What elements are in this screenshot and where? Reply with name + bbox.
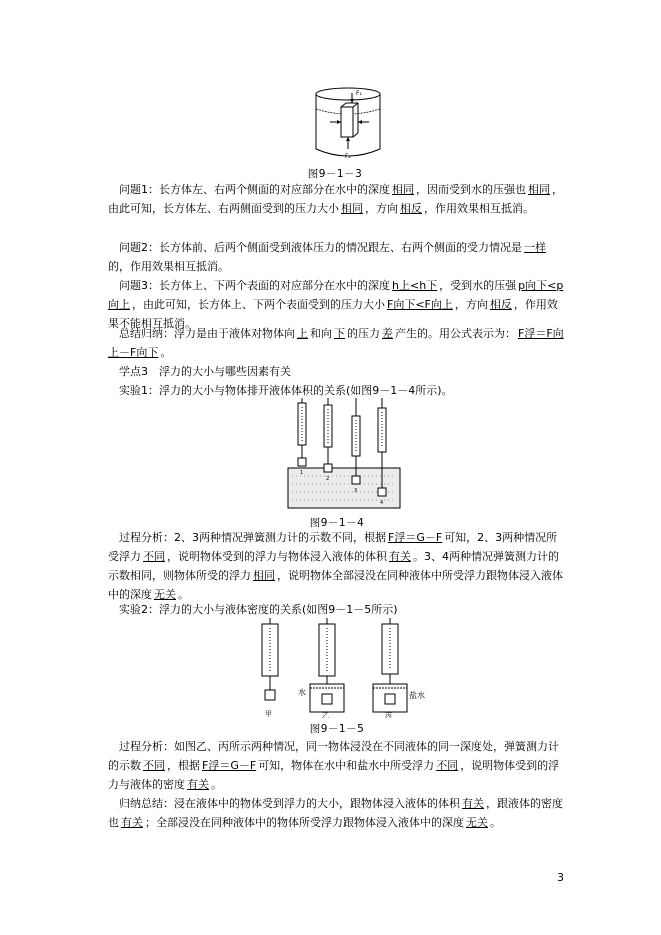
figure-9-1-3 bbox=[308, 85, 388, 163]
force-bottom-label: F₂ bbox=[345, 153, 351, 160]
paragraph-conclusion: 归纳总结：浸在液体中的物体受到浮力的大小，跟物体浸入液体的体积 有关 ，跟液体的密度也 有关 ；全部浸没在同种液体中的物体所受浮力跟物体浸入液体中的深度 无关 。 bbox=[108, 797, 563, 829]
scale-number-3: 3 bbox=[354, 488, 358, 494]
paragraph-question-1: 问题1：长方体左、右两个侧面的对应部分在水中的深度 相同 ，因而受到水的压强也 相同 ，由此可知，长方体左、右两侧面受到的压力大小 相同 ，方向 相反 ，作用效果相互抵消。 bbox=[108, 183, 563, 215]
experiment-2-title: 实验2：浮力的大小与液体密度的关系(如图9－1－5所示) bbox=[119, 603, 398, 616]
scale-number-4: 4 bbox=[380, 500, 384, 506]
scale-number-1: 1 bbox=[300, 470, 304, 476]
figure-caption: 图9－1－3 bbox=[307, 168, 363, 180]
density-experiment-diagram bbox=[254, 618, 434, 718]
experiment-1-title: 实验1：浮力的大小与物体排开液体体积的关系(如图9－1－4所示)。 bbox=[119, 384, 453, 397]
figure-9-1-5 bbox=[254, 618, 434, 718]
paragraph-process-analysis-2: 过程分析：如图乙、丙所示两种情况，同一物体浸没在不同液体的同一深度处，弹簧测力计的示数 不同 ，根据 F浮＝G－F 可知，物体在水中和盐水中所受浮力 不同 ，说明物体受到的浮力与液体的密度 有关 。 bbox=[108, 740, 560, 791]
paragraph-process-analysis-1: 过程分析：2、3两种情况弹簧测力计的示数不同，根据 F浮＝G－F 可知，2、3两种情况所受浮力 不同 ，说明物体受到的浮力与物体浸入液体的体积 有关 。3、4两种情况弹簧测力计的示数相同，则物体所受的浮力 相同 ，说明物体全部浸没在同种液体中所受浮力跟物体浸入液体中的深度 无关 。 bbox=[108, 531, 563, 601]
label-bing: 丙 bbox=[385, 712, 392, 718]
cylinder-diagram bbox=[308, 85, 388, 163]
scale-number-2: 2 bbox=[326, 476, 330, 482]
figure-caption: 图9－1－4 bbox=[309, 517, 365, 529]
label-yi: 乙 bbox=[322, 712, 329, 718]
paragraph-question-2: 问题2：长方体前、后两个侧面受到液体压力的情况跟左、右两个侧面的受力情况是 一样的，作用效果相互抵消。 bbox=[108, 241, 546, 273]
label-salt-water: 盐水 bbox=[409, 691, 425, 700]
section-heading-point-3: 学点3 浮力的大小与哪些因素有关 bbox=[119, 365, 291, 378]
page-number: 3 bbox=[557, 871, 564, 884]
figure-caption: 图9－1－5 bbox=[309, 723, 365, 735]
force-top-label: F₁ bbox=[356, 90, 362, 97]
paragraph-summary: 总结归纳：浮力是由于液体对物体向 上 和向 下 的压力 差 产生的。用公式表示为： F浮＝F向上－F向下 。 bbox=[108, 327, 564, 359]
label-water: 水 bbox=[298, 688, 306, 697]
spring-scales-diagram bbox=[284, 398, 404, 510]
label-jia: 甲 bbox=[265, 710, 272, 718]
paragraph-question-3: 问题3：长方体上、下两个表面的对应部分在水中的深度 h上<h下 ，受到水的压强 p向下<p向上 ，由此可知，长方体上、下两个表面受到的压力大小 F向下<F向上 ，方向 相反 ，作用效果不能相互抵消。 bbox=[108, 279, 564, 330]
figure-9-1-4 bbox=[284, 398, 404, 510]
